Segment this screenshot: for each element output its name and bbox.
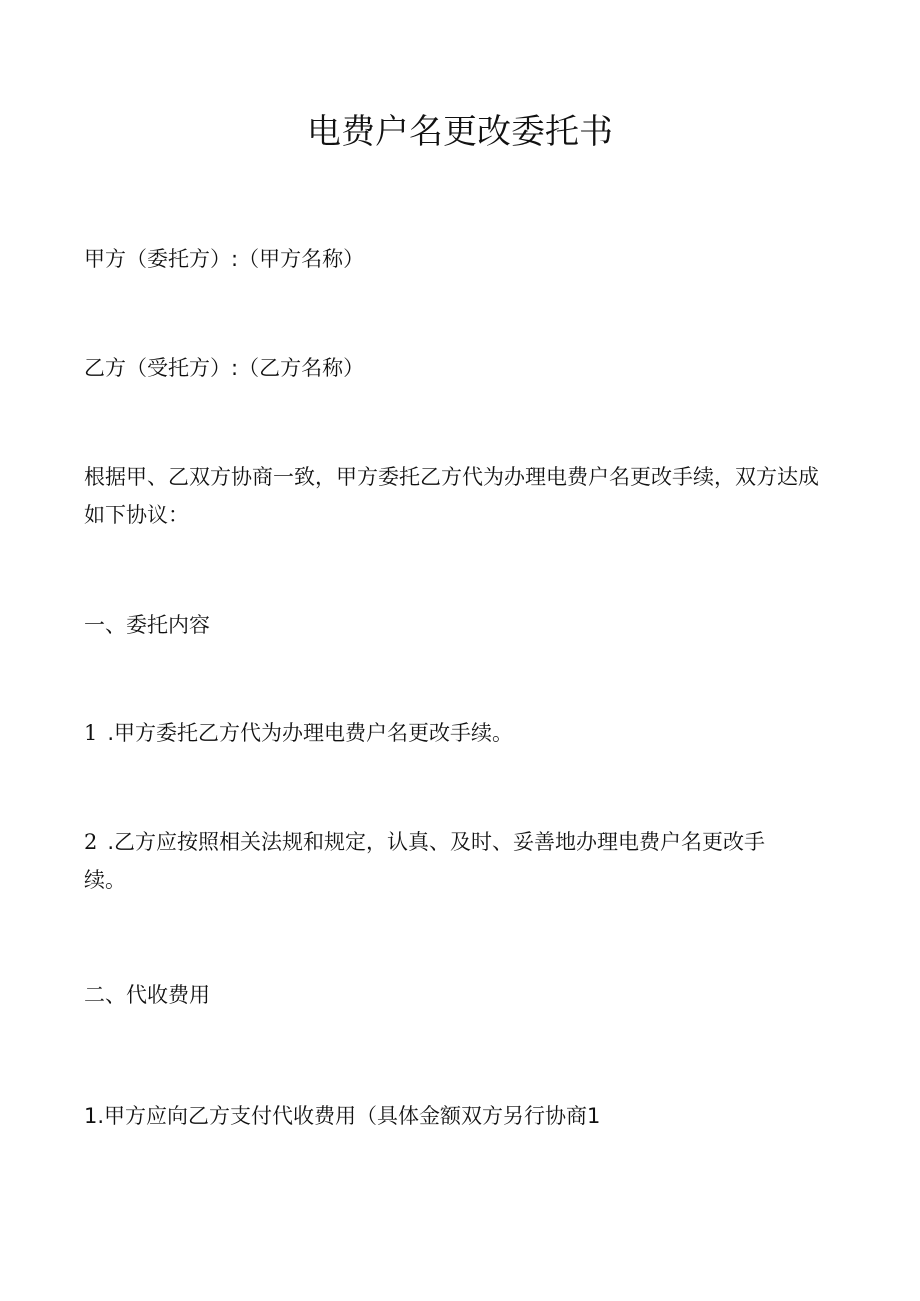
party-a-line: 甲方（委托方）:（甲方名称）: [84, 247, 365, 271]
section-1-heading: 一、委托内容: [84, 613, 210, 637]
section-2-item-1: 1.甲方应向乙方支付代收费用（具体金额双方另行协商1: [84, 1104, 601, 1128]
item-text: .甲方委托乙方代为办理电费户名更改手续。: [107, 721, 514, 745]
item-number: 1: [84, 721, 98, 745]
section-2-heading: 二、代收费用: [84, 983, 210, 1007]
section-1-item-1: [84, 714, 829, 752]
party-b-line: 乙方（受托方）:（乙方名称）: [84, 356, 365, 380]
item-number: 2: [84, 830, 98, 854]
item-text: .乙方应按照相关法规和规定，认真、及时、妥善地办理电费户名更改手续。: [84, 830, 766, 892]
document-title: 电费户名更改委托书: [307, 112, 613, 152]
preamble-paragraph: 根据甲、乙双方协商一致，甲方委托乙方代为办理电费户名更改手续，双方达成如下协议：: [84, 465, 819, 527]
section-1-item-2: [84, 823, 804, 899]
